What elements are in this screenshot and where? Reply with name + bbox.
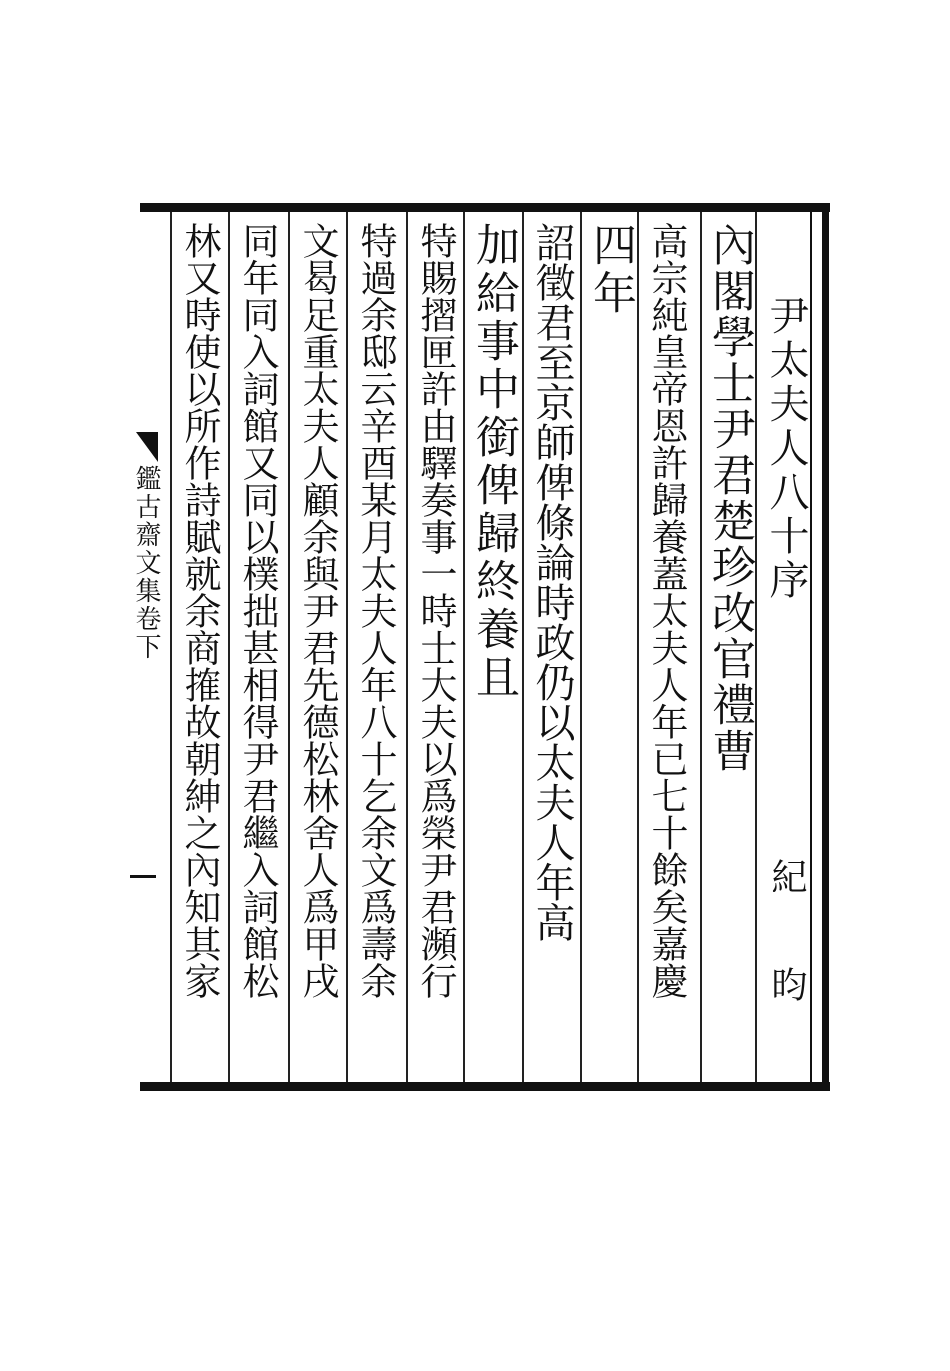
text-column-6: 特賜摺匣許由驛奏事一時士大夫以爲榮尹君瀕行 xyxy=(414,222,457,999)
column-divider xyxy=(700,212,702,1082)
essay-title: 尹太夫人八十序 xyxy=(763,295,809,603)
column-divider xyxy=(228,212,230,1082)
column-divider xyxy=(522,212,524,1082)
text-column-1: 內閣學士尹君楚珍改官禮曹 xyxy=(704,222,755,774)
margin-book-title: 鑑古齋文集卷下 xyxy=(131,465,161,661)
page-number xyxy=(130,875,156,878)
column-divider xyxy=(346,212,348,1082)
text-column-7: 特過余邸云辛酉某月太夫人年八十乞余文爲壽余 xyxy=(354,222,397,999)
frame-right-rule xyxy=(822,203,829,1091)
column-divider xyxy=(170,212,172,1082)
text-column-2: 高宗純皇帝恩許歸養蓋太夫人年已七十餘矣嘉慶 xyxy=(645,222,688,999)
text-column-5: 加給事中銜俾歸終養且 xyxy=(468,222,519,702)
column-divider xyxy=(288,212,290,1082)
frame-top-rule xyxy=(140,203,830,212)
text-column-8: 文曷足重太夫人顧余與尹君先德松林舍人爲甲戌 xyxy=(296,222,339,999)
text-column-3: 四年 xyxy=(585,222,636,318)
column-divider xyxy=(580,212,582,1082)
text-column-4: 詔徵君至京師俾條論時政仍以太夫人年高 xyxy=(529,222,575,942)
fishtail-mark xyxy=(136,432,158,462)
column-divider xyxy=(755,212,757,1082)
column-divider xyxy=(463,212,465,1082)
column-divider xyxy=(406,212,408,1082)
text-column-10: 林又時使以所作詩賦就余商搉故朝紳之內知其家 xyxy=(178,222,221,999)
frame-bottom-rule xyxy=(140,1082,830,1091)
text-column-9: 同年同入詞館又同以樸拙甚相得尹君繼入詞館松 xyxy=(236,222,279,999)
author-name: 紀 昀 xyxy=(766,858,807,1020)
column-divider xyxy=(637,212,639,1082)
